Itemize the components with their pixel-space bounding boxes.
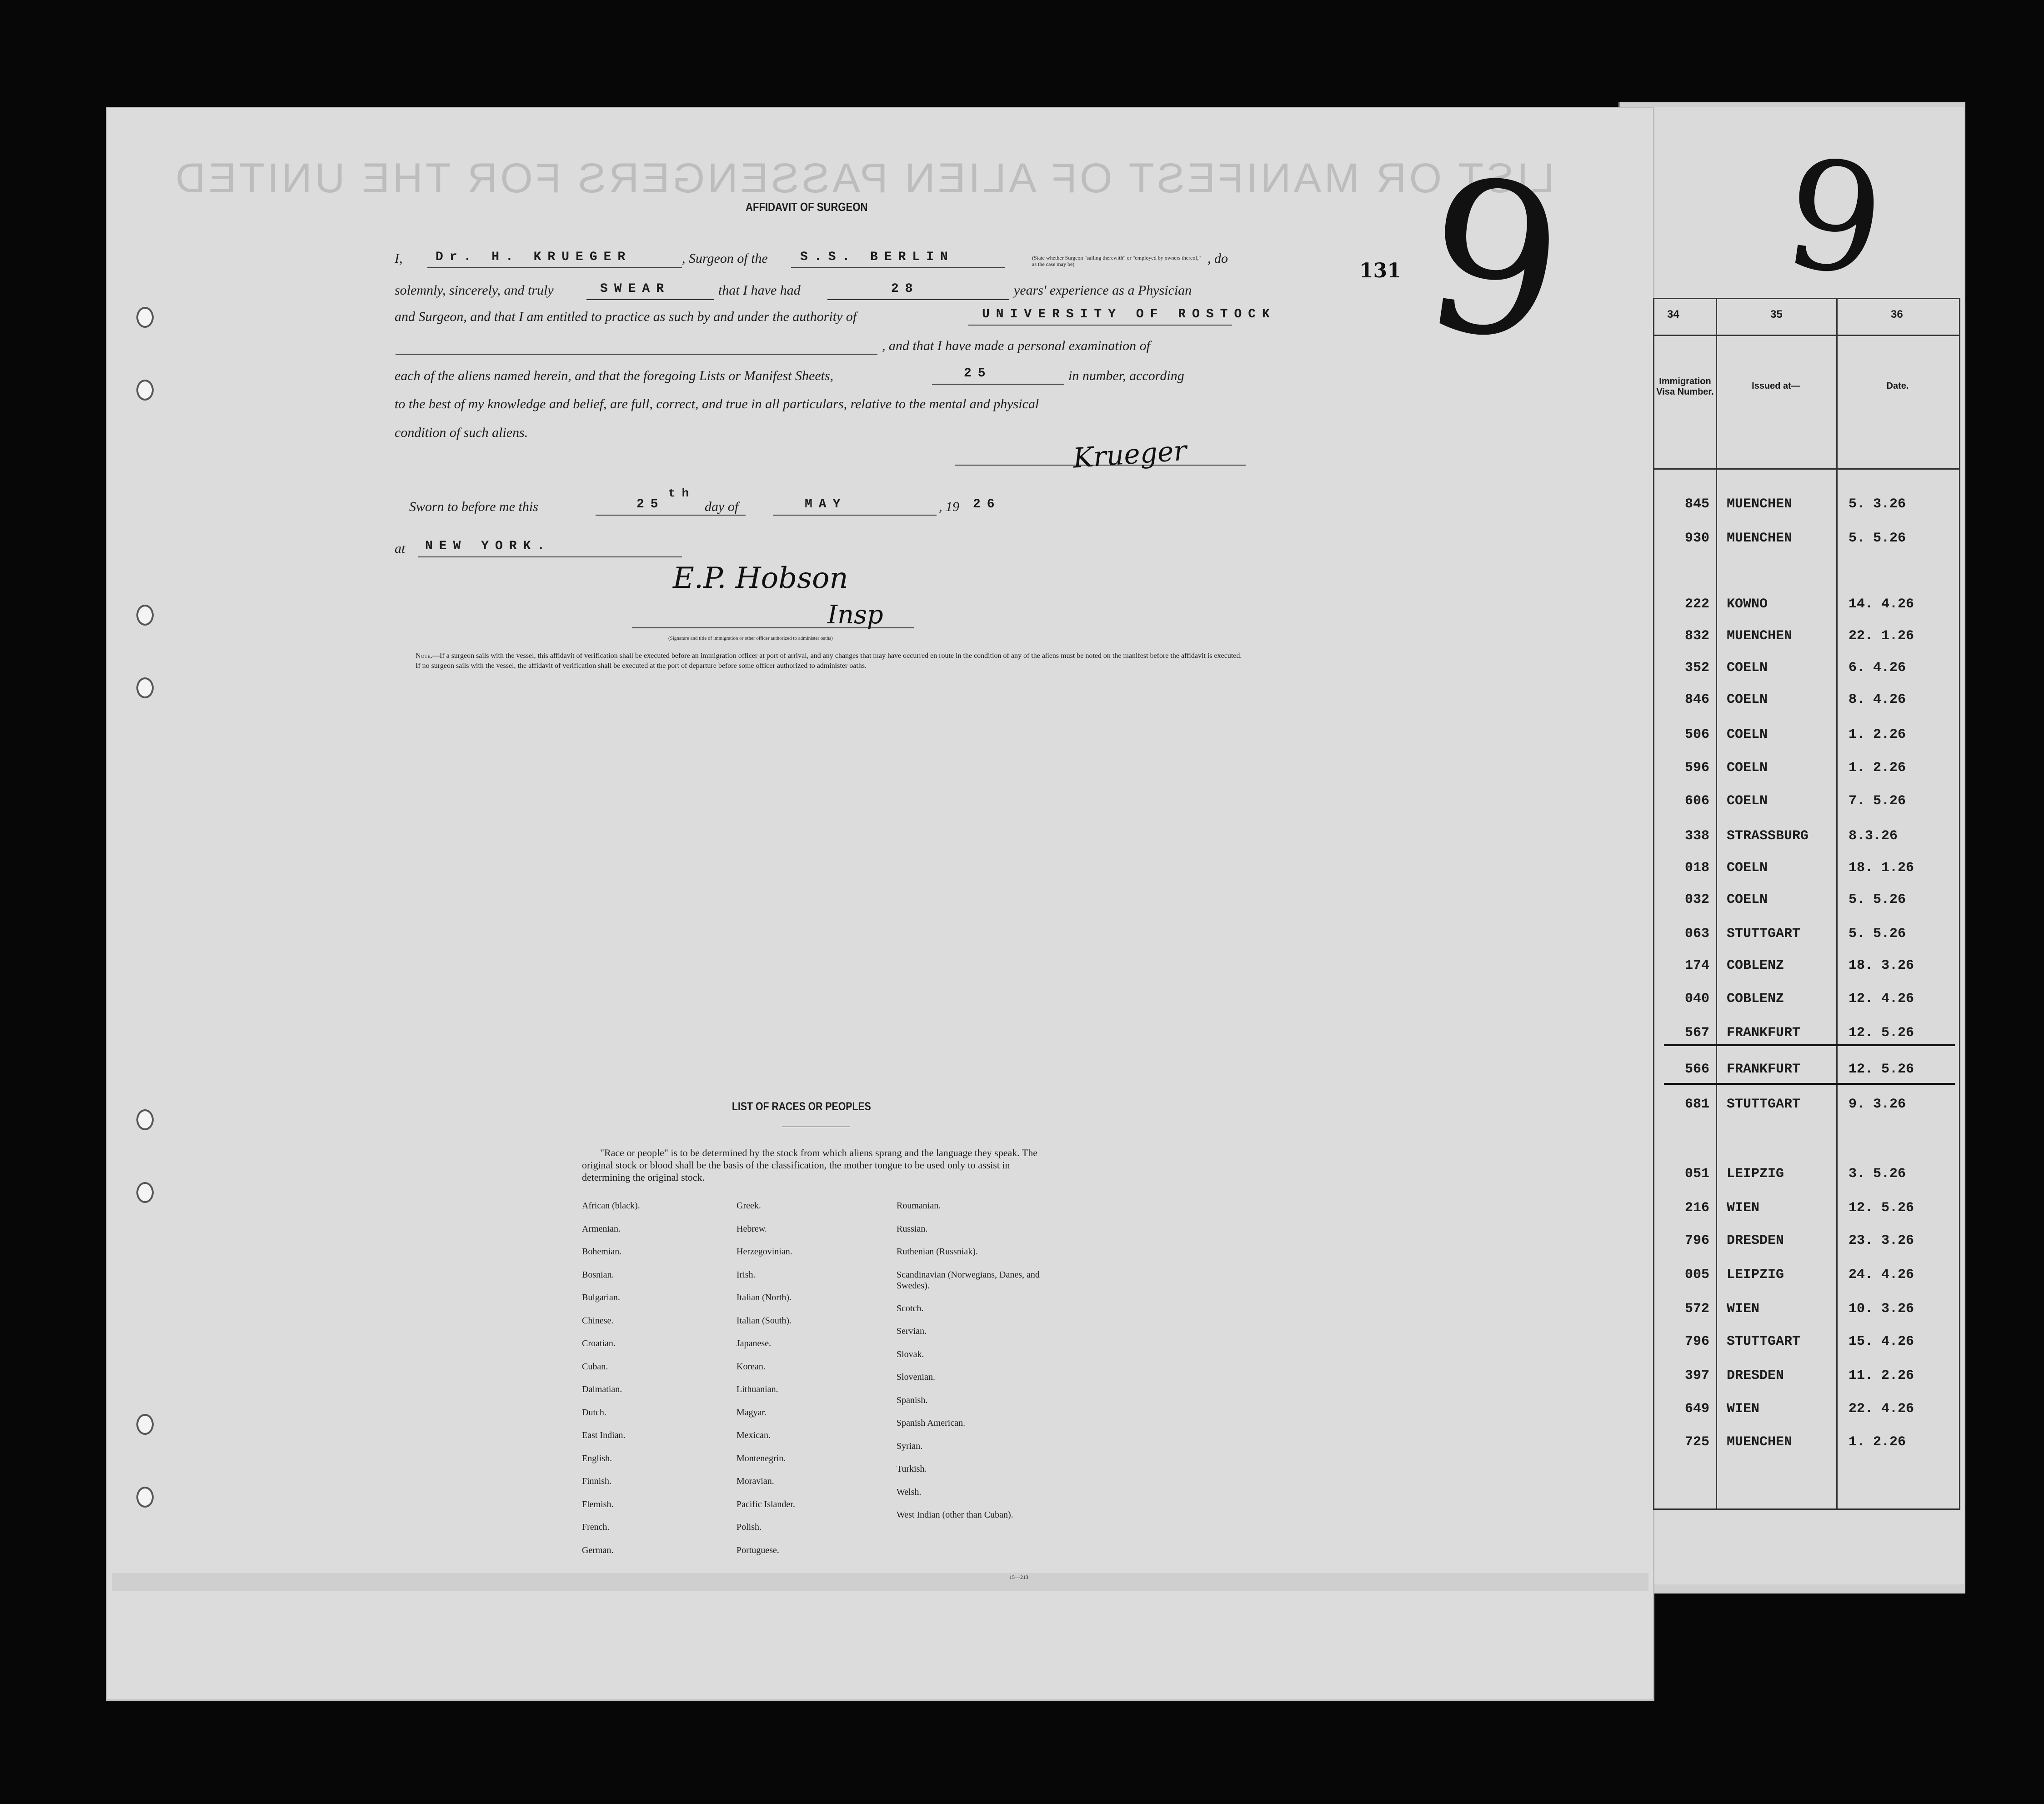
- table-row: [1653, 1429, 1958, 1456]
- surgeon-type-note: (State whether Surgeon "sailing therewith" or "employed by owners thereof," as the case may be): [1032, 255, 1201, 267]
- table-row: [1653, 687, 1958, 714]
- issued-at: LEIPZIG: [1727, 1267, 1784, 1283]
- punch-hole: [136, 380, 154, 401]
- affidavit-text: years' experience as a Physician: [1014, 283, 1192, 298]
- visa-date: 1. 2.26: [1849, 1434, 1906, 1450]
- races-title: LIST OF RACES OR PEOPLES: [732, 1100, 871, 1113]
- table-row: [1653, 722, 1958, 749]
- visa-number: 018: [1685, 860, 1710, 876]
- ship-name: S.S. BERLIN: [800, 250, 954, 264]
- visa-date: 1. 2.26: [1849, 727, 1906, 742]
- table-row: [1653, 755, 1958, 782]
- visa-date: 22. 1.26: [1849, 628, 1914, 644]
- affidavit-text: , do: [1207, 251, 1228, 266]
- issued-at: COELN: [1727, 793, 1768, 809]
- visa-date: 8.3.26: [1849, 828, 1898, 844]
- visa-number: 606: [1685, 793, 1710, 809]
- race-item: Slovak.: [897, 1349, 924, 1359]
- column-number: 36: [1891, 308, 1903, 321]
- punch-hole: [136, 605, 154, 626]
- issued-at: COELN: [1727, 727, 1768, 742]
- mirrored-bleed-through-header: LIST OR MANIFEST OF ALIEN PASSENGERS FOR THE UNITED: [173, 155, 1555, 201]
- affidavit-text: each of the aliens named herein, and that the foregoing Lists or Manifest Sheets,: [395, 368, 834, 383]
- officer-caption: (Signature and title of immigration or other officer authorized to administer oaths): [668, 636, 833, 641]
- visa-number: 567: [1685, 1025, 1710, 1041]
- issued-at: DRESDEN: [1727, 1233, 1784, 1248]
- race-item: Polish.: [736, 1522, 762, 1532]
- punch-hole: [136, 1182, 154, 1203]
- visa-number: 832: [1685, 628, 1710, 644]
- race-item: Bohemian.: [582, 1247, 622, 1257]
- race-item: Japanese.: [736, 1338, 772, 1348]
- punch-hole: [136, 1109, 154, 1130]
- affidavit-text: , Surgeon of the: [682, 251, 768, 266]
- fill-line: [596, 515, 746, 516]
- punch-hole: [136, 307, 154, 328]
- affidavit-text: and Surgeon, and that I am entitled to practice as such by and under the authority of: [395, 309, 857, 324]
- race-item: Welsh.: [897, 1487, 922, 1497]
- surgeon-signature: Krueger: [1072, 435, 1188, 475]
- table-row: [1653, 1091, 1958, 1118]
- visa-date: 3. 5.26: [1849, 1166, 1906, 1182]
- race-item: Moravian.: [736, 1476, 774, 1486]
- race-item: Herzegovinian.: [736, 1247, 792, 1257]
- race-item: Dutch.: [582, 1407, 606, 1418]
- issued-at: MUENCHEN: [1727, 496, 1793, 512]
- note-text-2: If no surgeon sails with the vessel, the affidavit of verification shall be executed at the port of departure before some officer authorized to administer oaths.: [416, 662, 867, 670]
- race-item: Slovenian.: [897, 1372, 935, 1382]
- race-item: Greek.: [736, 1201, 761, 1211]
- punch-hole: [136, 1414, 154, 1435]
- race-item: Portuguese.: [736, 1545, 779, 1555]
- affidavit-text: that I have had: [718, 283, 801, 298]
- note-text: —If a surgeon sails with the vessel, this affidavit of verification shall be executed before an immigration officer at port of arrival, and any changes that may have occurred en route in the condition of any of the aliens must be noted on the manifest before the affidavit is executed.: [432, 652, 1242, 660]
- race-item: East Indian.: [582, 1430, 626, 1440]
- visa-number: 930: [1685, 531, 1710, 546]
- header-divider: [1654, 335, 1959, 336]
- issued-at: MUENCHEN: [1727, 628, 1793, 644]
- table-row: [1653, 986, 1958, 1013]
- race-item: English.: [582, 1453, 612, 1463]
- punch-hole: [136, 1487, 154, 1508]
- sworn-text: Sworn to before me this: [409, 499, 538, 514]
- race-item: Russian.: [897, 1223, 928, 1234]
- issued-at: WIEN: [1727, 1401, 1760, 1417]
- sworn-text: day of: [705, 499, 739, 514]
- fill-line: [932, 384, 1064, 385]
- visa-number: 596: [1685, 760, 1710, 776]
- visa-date: 10. 3.26: [1849, 1301, 1914, 1317]
- issued-at: FRANKFURT: [1727, 1062, 1801, 1077]
- visa-number: 845: [1685, 496, 1710, 512]
- officer-signature: E.P. Hobson: [673, 561, 848, 595]
- race-item: Magyar.: [736, 1407, 767, 1418]
- visa-number: 566: [1685, 1062, 1710, 1077]
- visa-date: 9. 3.26: [1849, 1097, 1906, 1112]
- table-row: [1653, 788, 1958, 815]
- issued-at: STUTTGART: [1727, 1334, 1801, 1349]
- officer-title: Insp: [827, 600, 883, 630]
- race-item: Spanish.: [897, 1395, 928, 1405]
- issued-at: DRESDEN: [1727, 1368, 1784, 1383]
- issued-at: COELN: [1727, 660, 1768, 676]
- table-row: [1653, 1195, 1958, 1222]
- race-item: African (black).: [582, 1201, 640, 1211]
- visa-date: 12. 5.26: [1849, 1200, 1914, 1216]
- fill-line: [586, 299, 714, 300]
- issued-at: COBLENZ: [1727, 991, 1784, 1007]
- visa-date: 5. 5.26: [1849, 531, 1906, 546]
- table-row: [1653, 1228, 1958, 1255]
- form-number: 15—213: [1009, 1574, 1028, 1580]
- visa-date: 12. 4.26: [1849, 991, 1914, 1007]
- race-item: Mexican.: [736, 1430, 771, 1440]
- authority: UNIVERSITY OF ROSTOCK: [982, 307, 1276, 321]
- visa-number: 649: [1685, 1401, 1710, 1417]
- race-item: Dalmatian.: [582, 1384, 622, 1394]
- table-row: [1653, 887, 1958, 914]
- table-row: [1653, 1161, 1958, 1188]
- issued-at: MUENCHEN: [1727, 531, 1793, 546]
- race-item: Scotch.: [897, 1303, 924, 1313]
- issued-at: LEIPZIG: [1727, 1166, 1784, 1182]
- race-item: Finnish.: [582, 1476, 612, 1486]
- table-row: [1653, 1020, 1958, 1047]
- race-item: Syrian.: [897, 1441, 923, 1451]
- table-row: [1653, 525, 1958, 552]
- visa-date: 1. 2.26: [1849, 760, 1906, 776]
- issued-at: COELN: [1727, 892, 1768, 907]
- visa-date: 18. 3.26: [1849, 958, 1914, 973]
- table-row: [1653, 1328, 1958, 1356]
- affidavit-text: , and that I have made a personal examination of: [882, 338, 1150, 353]
- visa-date: 24. 4.26: [1849, 1267, 1914, 1283]
- visa-number: 352: [1685, 660, 1710, 676]
- table-row: [1653, 1056, 1958, 1083]
- race-item: Bosnian.: [582, 1269, 614, 1280]
- sworn-day: 25: [636, 497, 665, 511]
- sworn-month: MAY: [805, 497, 847, 511]
- surgeon-name: Dr. H. KRUEGER: [436, 250, 632, 264]
- column-header-date: Date.: [1886, 381, 1909, 391]
- visa-date: 15. 4.26: [1849, 1334, 1914, 1349]
- affidavit-text: condition of such aliens.: [395, 425, 528, 440]
- issued-at: COELN: [1727, 692, 1768, 707]
- race-item: Scandinavian (Norwegians, Danes, and Swedes).: [897, 1269, 1040, 1291]
- fill-line: [827, 299, 1009, 300]
- issued-at: WIEN: [1727, 1301, 1760, 1317]
- issued-at: COELN: [1727, 860, 1768, 876]
- visa-date: 5. 3.26: [1849, 496, 1906, 512]
- race-item: French.: [582, 1522, 610, 1532]
- table-row: [1653, 1296, 1958, 1323]
- races-intro: [582, 1147, 1046, 1183]
- affidavit-text: in number, according: [1068, 368, 1184, 383]
- header-divider: [1654, 468, 1959, 470]
- race-item: Roumanian.: [897, 1201, 941, 1211]
- table-row: [1653, 855, 1958, 882]
- visa-date: 5. 5.26: [1849, 926, 1906, 942]
- fill-line: [968, 325, 1232, 326]
- visa-number: 174: [1685, 958, 1710, 973]
- issued-at: FRANKFURT: [1727, 1025, 1801, 1041]
- sworn-day-suffix: th: [668, 486, 696, 500]
- years-experience: 28: [891, 282, 919, 296]
- race-item: Italian (North).: [736, 1293, 792, 1303]
- visa-number: 005: [1685, 1267, 1710, 1283]
- sworn-year: 26: [973, 497, 1001, 511]
- visa-number: 397: [1685, 1368, 1710, 1383]
- fill-line: [396, 354, 877, 355]
- table-row: [1653, 591, 1958, 618]
- issued-at: MUENCHEN: [1727, 1434, 1793, 1450]
- fill-line: [427, 267, 682, 268]
- sheet-edge: [112, 1573, 1648, 1591]
- affidavit-text: to the best of my knowledge and belief, are full, correct, and true in all particulars, relative to the mental and physical: [395, 396, 1039, 411]
- issued-at: STUTTGART: [1727, 1097, 1801, 1112]
- affidavit-text: I,: [395, 251, 403, 266]
- issued-at: WIEN: [1727, 1200, 1760, 1216]
- table-row: [1653, 1262, 1958, 1289]
- table-row: [1653, 623, 1958, 650]
- visa-date: 12. 5.26: [1849, 1062, 1914, 1077]
- race-item: Irish.: [736, 1269, 756, 1280]
- visa-number: 681: [1685, 1097, 1710, 1112]
- column-number: 34: [1667, 308, 1679, 321]
- fill-line: [418, 556, 682, 557]
- visa-number: 216: [1685, 1200, 1710, 1216]
- visa-date: 23. 3.26: [1849, 1233, 1914, 1248]
- big-nine-right: 9: [1775, 125, 1894, 311]
- visa-date: 7. 5.26: [1849, 793, 1906, 809]
- column-header-issued-at: Issued at—: [1752, 381, 1800, 391]
- races-intro-text: "Race or people" is to be determined by the stock from which aliens sprang and the language they speak. The original stock or blood shall be the basis of the classification, the mother tongue to be used only to assist in determining the original stock.: [582, 1147, 1038, 1183]
- visa-date: 8. 4.26: [1849, 692, 1906, 707]
- affidavit-title: AFFIDAVIT OF SURGEON: [746, 200, 868, 214]
- race-item: Servian.: [897, 1326, 927, 1336]
- table-row: [1653, 655, 1958, 682]
- race-item: Montenegrin.: [736, 1453, 786, 1463]
- visa-number: 051: [1685, 1166, 1710, 1182]
- column-number: 35: [1770, 308, 1783, 321]
- race-item: Bulgarian.: [582, 1293, 620, 1303]
- punch-hole: [136, 677, 154, 698]
- strike-line: [1664, 1083, 1955, 1085]
- race-item: Chinese.: [582, 1315, 614, 1326]
- visa-number: 222: [1685, 596, 1710, 612]
- big-nine-left: 9: [1411, 131, 1577, 391]
- race-item: Italian (South).: [736, 1315, 792, 1326]
- visa-number: 063: [1685, 926, 1710, 942]
- officer-signature-line: [632, 627, 914, 628]
- issued-at: STUTTGART: [1727, 926, 1801, 942]
- race-item: Lithuanian.: [736, 1384, 778, 1394]
- race-item: Pacific Islander.: [736, 1499, 795, 1509]
- visa-date: 5. 5.26: [1849, 892, 1906, 907]
- fill-line: [791, 267, 1005, 268]
- visa-number: 725: [1685, 1434, 1710, 1450]
- race-item: Flemish.: [582, 1499, 614, 1509]
- visa-number: 032: [1685, 892, 1710, 907]
- race-item: Korean.: [736, 1361, 766, 1372]
- issued-at: STRASSBURG: [1727, 828, 1809, 844]
- visa-number: 846: [1685, 692, 1710, 707]
- visa-number: 338: [1685, 828, 1710, 844]
- page-number: 131: [1359, 259, 1401, 282]
- table-row: [1653, 921, 1958, 948]
- race-item: Spanish American.: [897, 1418, 966, 1428]
- sworn-place: NEW YORK.: [425, 539, 551, 553]
- table-row: [1653, 1396, 1958, 1423]
- visa-number: 506: [1685, 727, 1710, 742]
- visa-date: 14. 4.26: [1849, 596, 1914, 612]
- visa-date: 22. 4.26: [1849, 1401, 1914, 1417]
- table-row: [1653, 491, 1958, 518]
- table-row: [1653, 952, 1958, 980]
- visa-date: 18. 1.26: [1849, 860, 1914, 876]
- race-item: Armenian.: [582, 1223, 621, 1234]
- visa-date: 12. 5.26: [1849, 1025, 1914, 1041]
- issued-at: COBLENZ: [1727, 958, 1784, 973]
- race-item: Hebrew.: [736, 1223, 767, 1234]
- issued-at: COELN: [1727, 760, 1768, 776]
- strike-line: [1664, 1044, 1955, 1046]
- visa-number: 796: [1685, 1334, 1710, 1349]
- table-row: [1653, 1363, 1958, 1390]
- column-header-visa: Immigration Visa Number.: [1656, 376, 1714, 397]
- visa-number: 572: [1685, 1301, 1710, 1317]
- visa-date: 6. 4.26: [1849, 660, 1906, 676]
- at-label: at: [395, 541, 406, 556]
- visa-number: 796: [1685, 1233, 1710, 1248]
- fill-line: [773, 515, 937, 516]
- race-item: German.: [582, 1545, 614, 1555]
- visa-date: 11. 2.26: [1849, 1368, 1914, 1383]
- affidavit-note: [395, 651, 1440, 671]
- race-item: Croatian.: [582, 1338, 616, 1348]
- race-item: Cuban.: [582, 1361, 608, 1372]
- table-row: [1653, 823, 1958, 850]
- note-label: Note.: [416, 652, 432, 660]
- race-item: Ruthenian (Russniak).: [897, 1247, 978, 1257]
- race-item: Turkish.: [897, 1464, 927, 1474]
- sworn-text: , 19: [939, 499, 959, 514]
- issued-at: KOWNO: [1727, 596, 1768, 612]
- affidavit-text: solemnly, sincerely, and truly: [395, 283, 554, 298]
- sheet-count: 25: [964, 366, 992, 381]
- race-item: West Indian (other than Cuban).: [897, 1510, 1013, 1520]
- visa-number: 040: [1685, 991, 1710, 1007]
- oath-type: SWEAR: [600, 282, 671, 296]
